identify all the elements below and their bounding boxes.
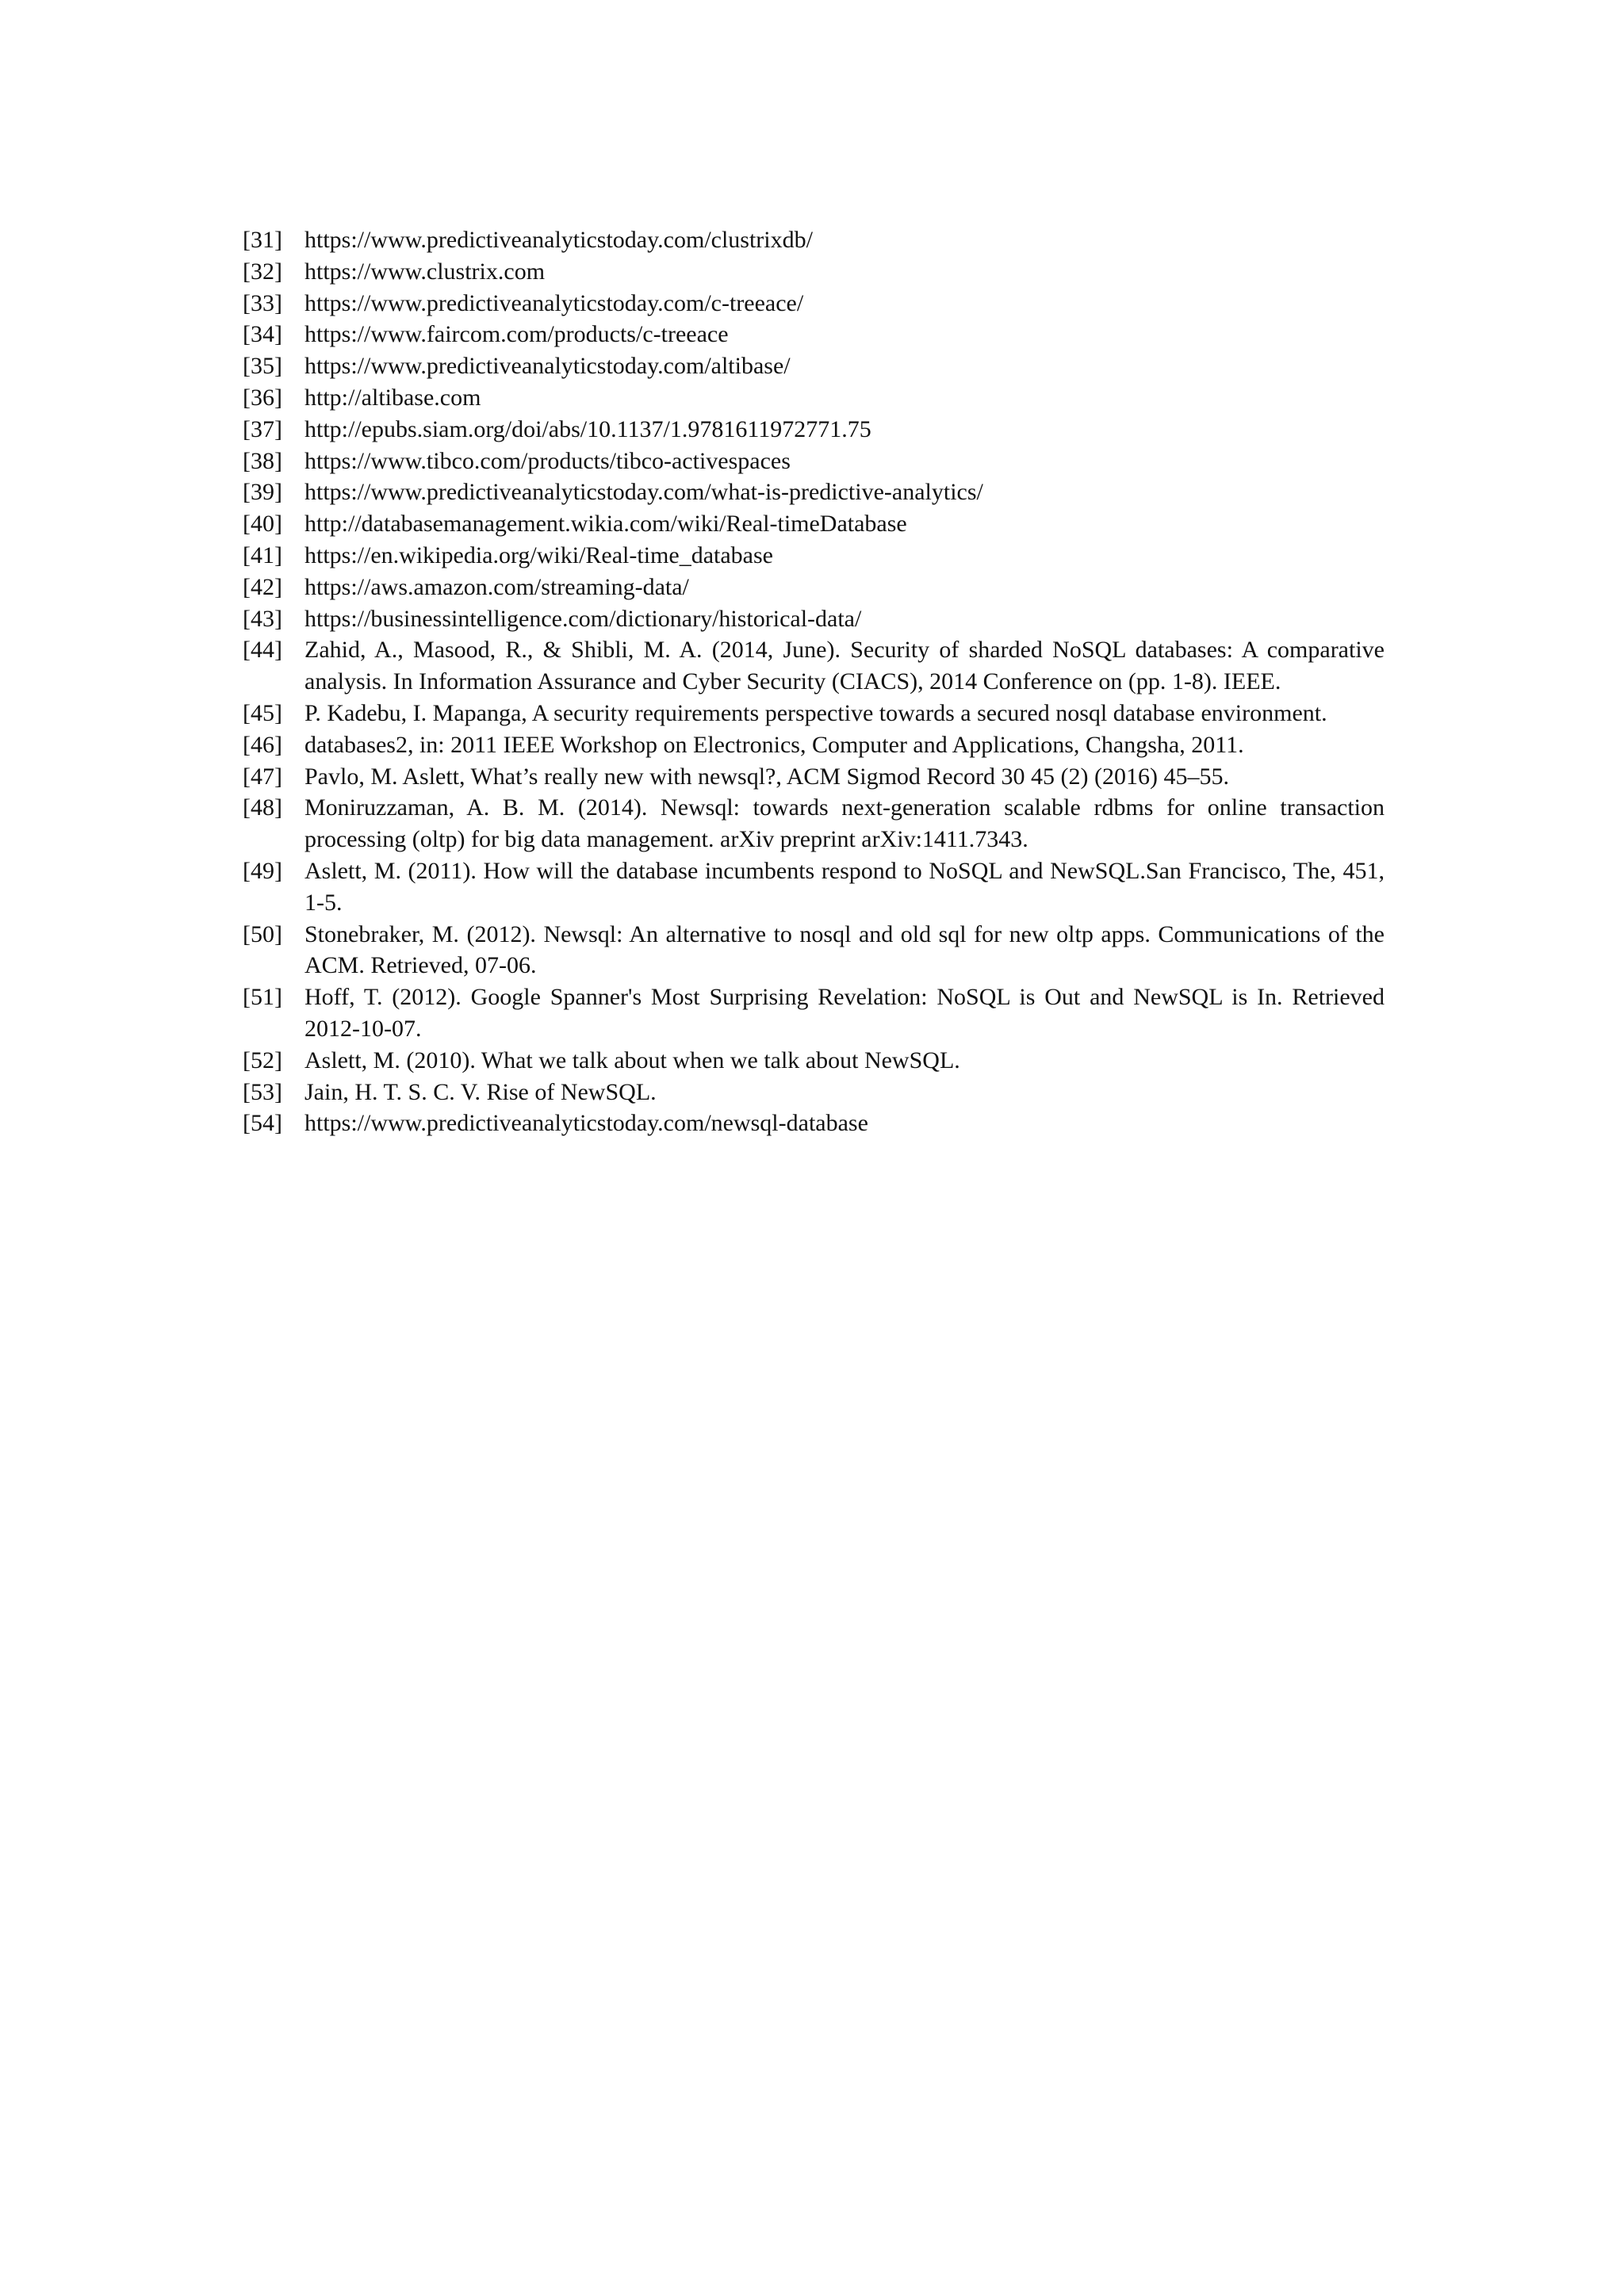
reference-number: [39] [243,479,282,506]
reference-text: Aslett, M. (2010). What we talk about when we talk about NewSQL. [304,1047,960,1073]
reference-number: [46] [243,731,282,758]
reference-number: [37] [243,415,282,442]
reference-item [243,508,1385,540]
reference-number: [53] [243,1078,282,1105]
reference-text: https://aws.amazon.com/streaming-data/ [304,573,689,600]
reference-item [243,476,1385,508]
reference-item [243,855,1385,919]
reference-item [243,414,1385,446]
reference-text: Zahid, A., Masood, R., & Shibli, M. A. (2014, June). Security of sharded NoSQL databases: A comparative analysis. In Information Assurance and Cyber Security (CIACS), 2014 Conference on (pp. 1-8). IEEE. [304,637,1385,695]
reference-text: https://www.clustrix.com [304,258,546,285]
reference-item [243,1045,1385,1077]
reference-number: [33] [243,289,282,316]
reference-item [243,634,1385,698]
reference-item [243,698,1385,729]
reference-number: [36] [243,384,282,411]
reference-item [243,572,1385,603]
reference-number: [50] [243,920,282,947]
reference-item [243,446,1385,477]
reference-item [243,603,1385,635]
reference-text: https://www.predictiveanalyticstoday.com/c-treeace/ [304,289,804,316]
reference-list [243,224,1385,1139]
reference-item [243,288,1385,320]
reference-text: https://en.wikipedia.org/wiki/Real-time_database [304,541,773,568]
reference-number: [31] [243,227,282,253]
reference-text: https://www.faircom.com/products/c-treeace [304,321,729,348]
reference-text: Moniruzzaman, A. B. M. (2014). Newsql: towards next-generation scalable rdbms for online transaction processing (oltp) for big data management. arXiv preprint arXiv:1411.7343. [304,794,1385,853]
reference-text: P. Kadebu, I. Mapanga, A security requirements perspective towards a secured nosql database environment. [304,699,1327,726]
reference-number: [54] [243,1110,282,1137]
reference-text: http://databasemanagement.wikia.com/wiki/Real-timeDatabase [304,511,907,538]
reference-text: Hoff, T. (2012). Google Spanner's Most Surprising Revelation: NoSQL is Out and NewSQL is In. Retrieved 2012-10-07. [304,984,1385,1042]
reference-number: [34] [243,321,282,348]
reference-number: [32] [243,258,282,285]
reference-number: [49] [243,857,282,884]
reference-item [243,319,1385,350]
reference-number: [44] [243,637,282,664]
reference-text: Stonebraker, M. (2012). Newsql: An alternative to nosql and old sql for new oltp apps. Communications of the ACM. Retrieved, 07-06. [304,920,1385,979]
reference-text: https://businessintelligence.com/dictionary/historical-data/ [304,605,862,632]
reference-number: [40] [243,511,282,538]
reference-text: https://www.predictiveanalyticstoday.com/what-is-predictive-analytics/ [304,479,983,506]
reference-item [243,761,1385,793]
reference-text: Jain, H. T. S. C. V. Rise of NewSQL. [304,1078,657,1105]
reference-number: [43] [243,605,282,632]
reference-number: [48] [243,794,282,821]
reference-number: [47] [243,763,282,790]
reference-item [243,224,1385,256]
reference-number: [35] [243,353,282,380]
reference-text: http://epubs.siam.org/doi/abs/10.1137/1.9781611972771.75 [304,415,871,442]
reference-number: [41] [243,541,282,568]
reference-item [243,729,1385,761]
reference-item [243,350,1385,382]
reference-number: [52] [243,1047,282,1073]
reference-text: https://www.predictiveanalyticstoday.com/clustrixdb/ [304,227,813,253]
reference-number: [51] [243,984,282,1011]
reference-text: https://www.predictiveanalyticstoday.com/newsql-database [304,1110,868,1137]
reference-item [243,256,1385,288]
reference-item [243,919,1385,982]
reference-item [243,792,1385,855]
reference-item [243,540,1385,572]
reference-number: [42] [243,573,282,600]
reference-number: [45] [243,699,282,726]
reference-item [243,1108,1385,1139]
reference-text: Aslett, M. (2011). How will the database incumbents respond to NoSQL and NewSQL.San Francisco, The, 451, 1-5. [304,857,1385,916]
reference-text: https://www.tibco.com/products/tibco-activespaces [304,447,791,474]
reference-number: [38] [243,447,282,474]
reference-text: https://www.predictiveanalyticstoday.com/altibase/ [304,353,791,380]
reference-item [243,382,1385,414]
reference-item [243,982,1385,1045]
reference-text: http://altibase.com [304,384,481,411]
reference-text: Pavlo, M. Aslett, What’s really new with newsql?, ACM Sigmod Record 30 45 (2) (2016) 45–55. [304,763,1230,790]
reference-item [243,1077,1385,1108]
reference-text: databases2, in: 2011 IEEE Workshop on Electronics, Computer and Applications, Changsha, 2011. [304,731,1244,758]
